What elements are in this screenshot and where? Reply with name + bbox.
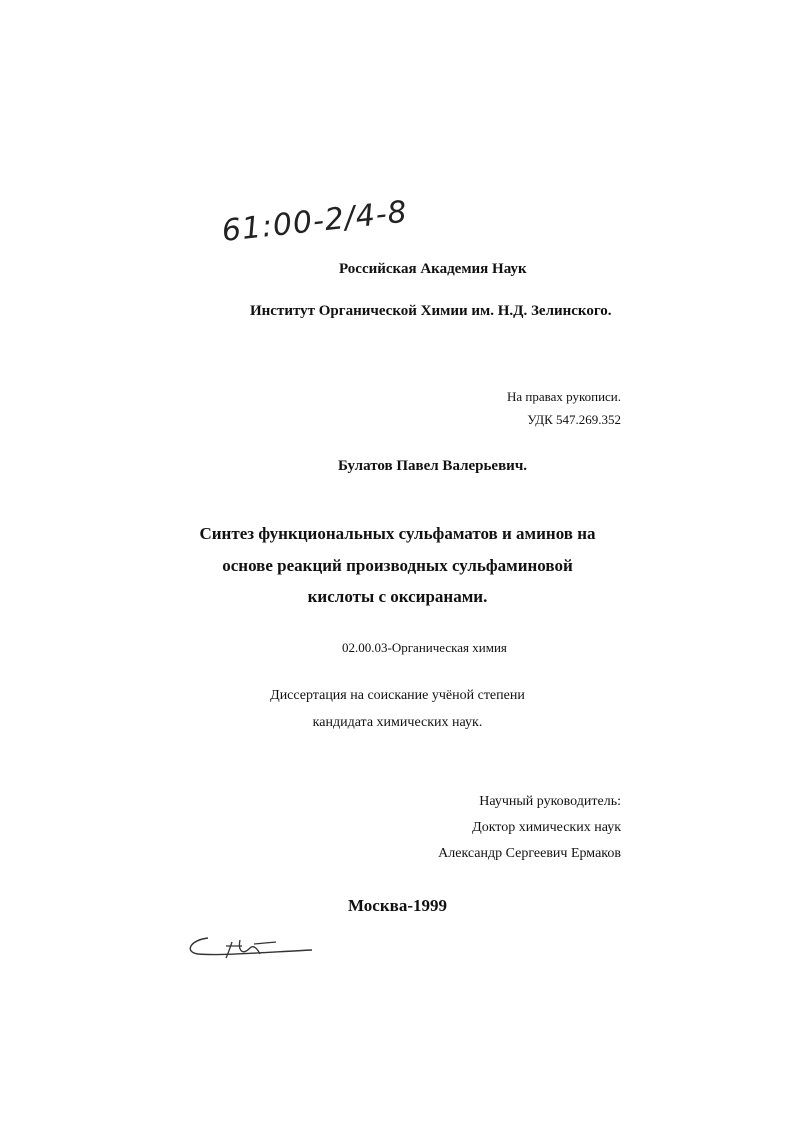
academy-name: Российская Академия Наук — [339, 261, 527, 277]
institute-name: Институт Органической Химии им. Н.Д. Зелинского. — [250, 303, 612, 319]
supervisor-degree: Доктор химических наук — [472, 820, 621, 835]
handwritten-reference: 61:00-2/4-8 — [220, 194, 410, 249]
manuscript-rights: На правах рукописи. — [507, 389, 621, 404]
supervisor-name: Александр Сергеевич Ермаков — [438, 846, 621, 861]
supervisor-label: Научный руководитель: — [479, 794, 621, 809]
place-year: Москва-1999 — [347, 896, 447, 915]
dissertation-line-1: Диссертация на соискание учёной степени — [270, 688, 525, 703]
thesis-title-line-2: основе реакций производных сульфаминовой — [222, 556, 573, 575]
dissertation-line-2: кандидата химических наук. — [312, 715, 483, 730]
author-name: Булатов Павел Валерьевич. — [338, 458, 528, 474]
specialty-code: 02.00.03-Органическая химия — [342, 640, 507, 655]
signature-image — [180, 928, 320, 968]
thesis-title-line-1: Синтез функциональных сульфаматов и аминов на — [199, 524, 596, 543]
thesis-title-line-3: кислоты с оксиранами. — [307, 587, 488, 606]
udk-code: УДК 547.269.352 — [527, 412, 621, 427]
